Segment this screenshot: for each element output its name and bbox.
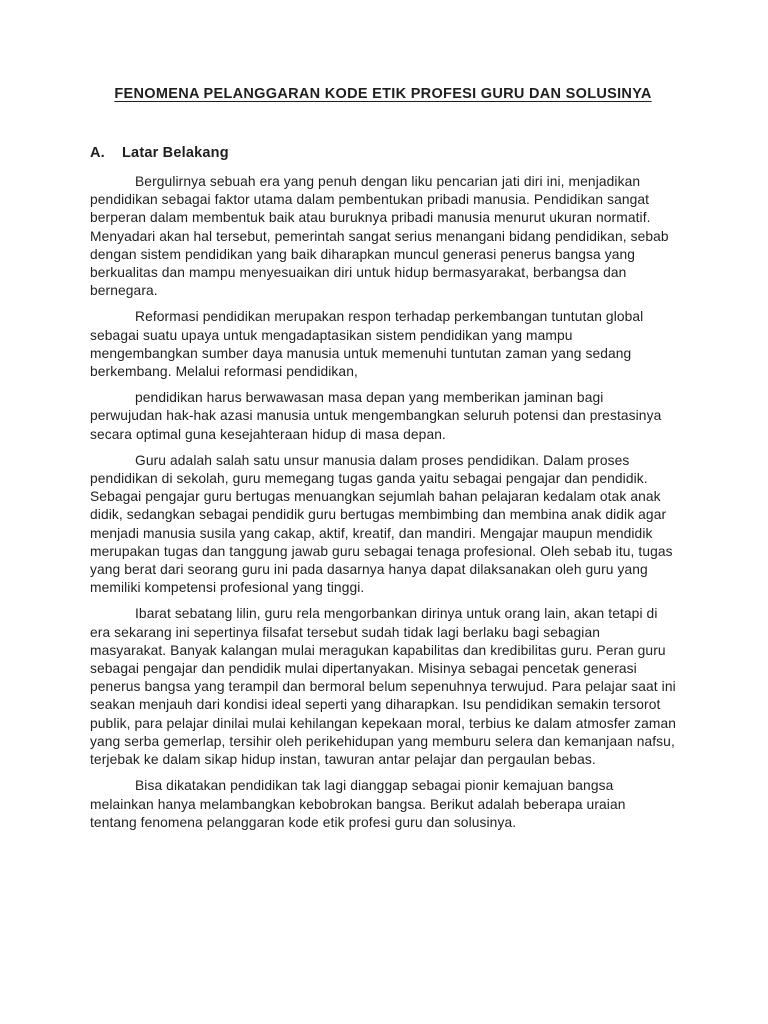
paragraph-6: Bisa dikatakan pendidikan tak lagi dianggap sebagai pionir kemajuan bangsa melainkan hanya melambangkan kebobrokan bangsa. Berikut adalah beberapa uraian tentang fenomena pelanggaran kode etik profesi guru dan solusinya. (90, 778, 626, 830)
paragraph-2: Reformasi pendidikan merupakan respon terhadap perkembangan tuntutan global sebagai suatu upaya untuk mengadaptasikan sistem pendidikan yang mampu mengembangkan sumber daya manusia untuk memenuhi tuntutan zaman yang sedang berkembang. Melalui reformasi pendidikan, (90, 309, 644, 380)
body-text (90, 161, 676, 832)
paragraph-5: Ibarat sebatang lilin, guru rela mengorbankan dirinya untuk orang lain, akan tetapi di era sekarang ini sepertinya filsafat tersebut sudah tidak lagi berlaku bagi sebagian masyarakat. Banyak kalangan mulai meragukan kapabilitas dan kredibilitas guru. Peran guru sebagai pengajar dan pendidik mulai dipertanyakan. Misinya sebagai pencetak generasi penerus bangsa yang terampil dan bermoral belum sepenuhnya terwujud. Para pelajar saat ini seakan menjauh dari kondisi ideal seperti yang diharapkan. Isu pendidikan semakin tersorot publik, para pelajar dinilai mulai kehilangan kepekaan moral, terbius ke dalam atmosfer zaman yang serba gemerlap, tersihir oleh perikehidupan yang memburu selera dan kemanjaan nafsu, terjebak ke dalam sikap hidup instan, tawuran antar pelajar dan pergaulan bebas. (90, 606, 677, 768)
document-title: FENOMENA PELANGGARAN KODE ETIK PROFESI GURU DAN SOLUSINYA (114, 86, 652, 102)
section-label: A. (90, 145, 105, 161)
paragraph-4: Guru adalah salah satu unsur manusia dalam proses pendidikan. Dalam proses pendidikan di sekolah, guru memegang tugas ganda yaitu sebagai pengajar dan pendidik. Sebagai pengajar guru bertugas menuangkan sejumlah bahan pelajaran kedalam otak anak didik, sedangkan sebagai pendidik guru bertugas membimbing dan membina anak didik agar menjadi manusia susila yang cakap, aktif, kreatif, dan mandiri. Mengajar maupun mendidik merupakan tugas dan tanggung jawab guru sebagai tenaga profesional. Oleh sebab itu, tugas yang berat dari seorang guru ini pada dasarnya hanya dapat dilaksanakan oleh guru yang memiliki kompetensi profesional yang tinggi. (90, 452, 673, 596)
paragraph-3: pendidikan harus berwawasan masa depan yang memberikan jaminan bagi perwujudan hak-hak azasi manusia untuk mengembangkan seluruh potensi dan prestasinya secara optimal guna kesejahteraan hidup di masa depan. (90, 390, 662, 442)
section-heading-text: Latar Belakang (122, 145, 229, 161)
section-heading (90, 145, 676, 161)
paragraph-1: Bergulirnya sebuah era yang penuh dengan liku pencarian jati diri ini, menjadikan pendidikan sebagai faktor utama dalam pembentukan pribadi manusia. Pendidikan sangat berperan dalam membentuk baik atau buruknya pribadi manusia menurut ukuran normatif. Menyadari akan hal tersebut, pemerintah sangat serius menangani bidang pendidikan, sebab dengan sistem pendidikan yang baik diharapkan muncul generasi penerus bangsa yang berkualitas dan mampu menyesuaikan diri untuk hidup bermasyarakat, berbangsa dan bernegara. (90, 174, 669, 299)
